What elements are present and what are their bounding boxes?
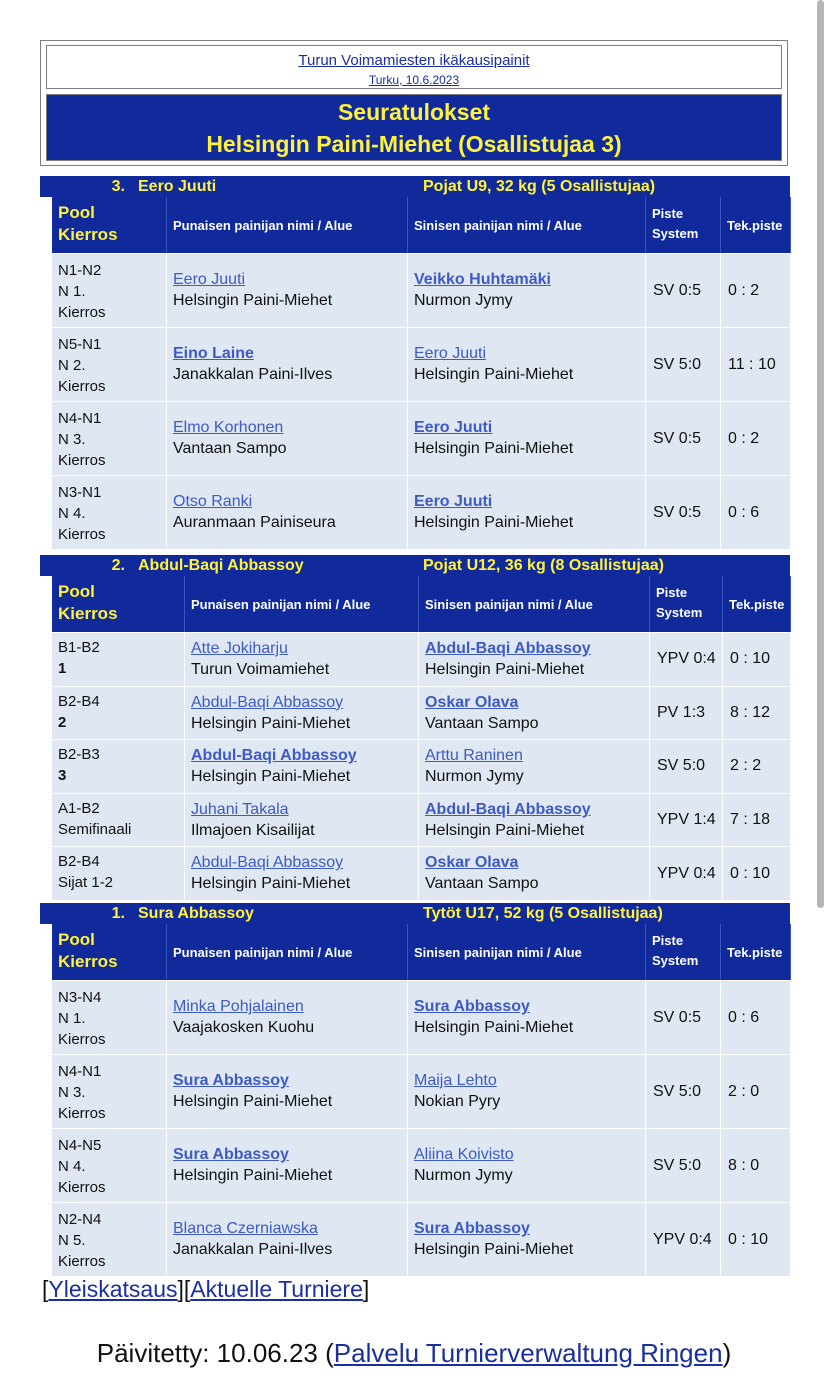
- blue-wrestler-link[interactable]: Eero Juuti: [414, 419, 493, 436]
- pool-round-line: Kierros: [58, 378, 106, 395]
- pool-round-line: Kierros: [58, 526, 106, 543]
- red-wrestler-cell: [166, 402, 407, 475]
- blue-wrestler-header: Sinisen painijan nimi / Alue: [418, 576, 649, 632]
- page-title: Seuratulokset: [337, 99, 491, 125]
- row-spacer: [790, 740, 791, 793]
- match-row: [52, 981, 790, 1054]
- red-wrestler-club: Auranmaan Painiseura: [173, 514, 336, 531]
- red-wrestler-link[interactable]: Elmo Korhonen: [173, 419, 284, 436]
- updated-close: ): [722, 1338, 732, 1368]
- pool-round-line: N 3.: [58, 431, 86, 448]
- pool-round-line: A1-B2: [58, 799, 100, 817]
- pool-round-cell: [52, 402, 166, 475]
- pool-round-line: B2-B4: [58, 853, 100, 871]
- result-system-cell: SV 5:0: [645, 1129, 720, 1202]
- tech-points-cell: 2 : 0: [720, 1055, 790, 1128]
- red-wrestler-club: Vantaan Sampo: [173, 440, 287, 457]
- header-spacer: [790, 576, 791, 632]
- result-system-cell: YPV 0:4: [645, 1203, 720, 1276]
- round-label: Kierros: [58, 225, 118, 244]
- pool-round-line: N4-N5: [58, 1137, 102, 1154]
- overview-link[interactable]: Yleiskatsaus: [48, 1276, 178, 1302]
- red-wrestler-cell: [166, 254, 407, 327]
- header-spacer: [790, 197, 791, 253]
- pool-round-line: Kierros: [58, 452, 106, 469]
- section-bar: [40, 903, 790, 924]
- pool-round-line: Kierros: [58, 1179, 106, 1196]
- blue-wrestler-club: Vantaan Sampo: [425, 714, 539, 732]
- round-label: Kierros: [58, 952, 118, 971]
- tech-points-cell: 0 : 2: [720, 254, 790, 327]
- pool-round-cell: [52, 981, 166, 1054]
- blue-wrestler-club: Nurmon Jymy: [414, 1167, 513, 1184]
- red-wrestler-club: Ilmajoen Kisailijat: [191, 821, 315, 839]
- pool-round-line: N 4.: [58, 1158, 86, 1175]
- red-wrestler-link[interactable]: Abdul-Baqi Abbassoy: [191, 693, 344, 711]
- placement: 2.: [111, 557, 125, 574]
- piste-label: Piste: [652, 206, 684, 221]
- placement: 3.: [111, 178, 125, 195]
- row-spacer: [790, 328, 791, 401]
- red-wrestler-club: Janakkalan Paini-Ilves: [173, 366, 333, 383]
- blue-wrestler-link[interactable]: Oskar Olava: [425, 693, 519, 711]
- wrestler-name: Eero Juuti: [138, 178, 217, 195]
- pool-round-line: Kierros: [58, 1031, 106, 1048]
- tech-points-cell: 0 : 6: [720, 476, 790, 549]
- match-row: [52, 794, 790, 847]
- tech-points-cell: 0 : 2: [720, 402, 790, 475]
- result-system-cell: SV 5:0: [645, 1055, 720, 1128]
- pool-round-line: Kierros: [58, 304, 106, 321]
- pool-round-line: N 1.: [58, 283, 86, 300]
- red-wrestler-cell: [184, 687, 418, 740]
- red-wrestler-header: Punaisen painijan nimi / Alue: [166, 197, 407, 253]
- red-wrestler-link[interactable]: Abdul-Baqi Abbassoy: [191, 854, 344, 872]
- column-header: [52, 924, 790, 980]
- pool-header: [52, 924, 166, 980]
- blue-wrestler-link[interactable]: Abdul-Baqi Abbassoy: [425, 800, 591, 818]
- tech-points-cell: 8 : 0: [720, 1129, 790, 1202]
- result-system-cell: SV 0:5: [645, 254, 720, 327]
- pool-round-line: N3-N1: [58, 484, 102, 501]
- match-row: [52, 476, 790, 549]
- blue-wrestler-link[interactable]: Sura Abbassoy: [414, 998, 530, 1015]
- red-wrestler-club: Helsingin Paini-Miehet: [173, 292, 333, 309]
- red-wrestler-cell: [184, 633, 418, 686]
- round-label: Kierros: [58, 604, 118, 623]
- piste-system-header: [645, 924, 720, 980]
- match-row: [52, 402, 790, 475]
- tech-points-cell: 0 : 6: [720, 981, 790, 1054]
- tech-points-cell: 0 : 10: [722, 633, 790, 686]
- pool-header: [52, 197, 166, 253]
- tech-points-header: Tek.piste: [720, 197, 790, 253]
- match-row: [52, 633, 790, 686]
- match-row: [52, 740, 790, 793]
- row-spacer: [790, 254, 791, 327]
- piste-label: Piste: [656, 585, 688, 600]
- blue-wrestler-club: Helsingin Paini-Miehet: [425, 821, 585, 839]
- red-wrestler-link[interactable]: Blanca Czerniawska: [173, 1220, 318, 1237]
- row-spacer: [790, 794, 791, 847]
- red-wrestler-header: Punaisen painijan nimi / Alue: [184, 576, 418, 632]
- blue-wrestler-link[interactable]: Eero Juuti: [414, 345, 487, 362]
- red-wrestler-cell: [184, 794, 418, 847]
- event-date-link[interactable]: Turku, 10.6.2023: [368, 73, 460, 87]
- blue-wrestler-cell: [407, 476, 645, 549]
- result-system-cell: SV 0:5: [645, 981, 720, 1054]
- pool-round-line: Kierros: [58, 1105, 106, 1122]
- result-system-cell: YPV 0:4: [649, 847, 722, 900]
- wrestler-name: Sura Abbassoy: [138, 905, 254, 922]
- pool-round-line: N 4.: [58, 505, 86, 522]
- system-label: System: [656, 605, 703, 620]
- red-wrestler-club: Vaajakosken Kuohu: [173, 1019, 315, 1036]
- red-wrestler-link[interactable]: Eero Juuti: [173, 271, 246, 288]
- tech-points-cell: 2 : 2: [722, 740, 790, 793]
- current-tournaments-link[interactable]: Aktuelle Turniere: [190, 1276, 363, 1302]
- row-spacer: [790, 687, 791, 740]
- blue-wrestler-cell: [418, 847, 649, 900]
- tech-points-cell: 8 : 12: [722, 687, 790, 740]
- row-spacer: [790, 633, 791, 686]
- blue-wrestler-link[interactable]: Sura Abbassoy: [414, 1220, 530, 1237]
- blue-wrestler-cell: [407, 328, 645, 401]
- pool-round-cell: [52, 254, 166, 327]
- blue-wrestler-link[interactable]: Veikko Huhtamäki: [414, 271, 551, 288]
- pool-round-line: Sijat 1-2: [58, 874, 114, 892]
- pool-round-line: B2-B4: [58, 692, 100, 710]
- pool-round-line: B1-B2: [58, 639, 100, 656]
- pool-round-line: 2: [58, 713, 67, 731]
- match-row: [52, 847, 790, 900]
- red-wrestler-cell: [166, 328, 407, 401]
- system-label: System: [652, 953, 699, 968]
- pool-round-line: N 2.: [58, 357, 86, 374]
- blue-wrestler-cell: [418, 794, 649, 847]
- red-wrestler-cell: [166, 1203, 407, 1276]
- blue-wrestler-link[interactable]: Oskar Olava: [425, 854, 519, 872]
- pool-round-line: B2-B3: [58, 746, 100, 764]
- tech-points-cell: 7 : 18: [722, 794, 790, 847]
- tech-points-cell: 0 : 10: [722, 847, 790, 900]
- tech-points-header: Tek.piste: [722, 576, 790, 632]
- weight-category: Pojat U9, 32 kg (5 Osallistujaa): [423, 178, 656, 195]
- pool-label: Pool: [58, 930, 95, 949]
- match-row: [52, 687, 790, 740]
- club-title: Helsingin Paini-Miehet (Osallistujaa 3): [206, 131, 622, 157]
- club-results-banner: [46, 94, 782, 161]
- pool-round-cell: [52, 687, 184, 740]
- pool-round-line: N1-N2: [58, 262, 102, 279]
- row-spacer: [790, 476, 791, 549]
- pool-round-cell: [52, 794, 184, 847]
- blue-wrestler-link[interactable]: Eero Juuti: [414, 493, 493, 510]
- piste-system-header: [649, 576, 722, 632]
- header-spacer: [790, 924, 791, 980]
- pool-round-line: N 5.: [58, 1232, 86, 1249]
- red-wrestler-club: Janakkalan Paini-Ilves: [173, 1241, 333, 1258]
- pool-round-cell: [52, 1129, 166, 1202]
- pool-round-cell: [52, 1055, 166, 1128]
- event-info-box: [46, 45, 782, 89]
- red-wrestler-club: Helsingin Paini-Miehet: [173, 1167, 333, 1184]
- wrestler-name: Abdul-Baqi Abbassoy: [138, 557, 304, 574]
- pool-round-cell: [52, 1203, 166, 1276]
- pool-round-line: N5-N1: [58, 336, 102, 353]
- section-bar: [40, 176, 790, 197]
- service-link[interactable]: Palvelu Turnierverwaltung Ringen: [333, 1338, 723, 1368]
- tech-points-cell: 0 : 10: [720, 1203, 790, 1276]
- match-row: [52, 328, 790, 401]
- result-system-cell: YPV 0:4: [649, 633, 722, 686]
- blue-wrestler-club: Nurmon Jymy: [425, 768, 524, 786]
- tech-points-header: Tek.piste: [720, 924, 790, 980]
- pool-round-cell: [52, 476, 166, 549]
- blue-wrestler-cell: [407, 981, 645, 1054]
- event-title-link[interactable]: Turun Voimamiesten ikäkausipainit: [298, 52, 530, 69]
- blue-wrestler-cell: [407, 1055, 645, 1128]
- weight-category: Tytöt U17, 52 kg (5 Osallistujaa): [423, 905, 663, 922]
- result-system-cell: SV 0:5: [645, 402, 720, 475]
- blue-wrestler-club: Helsingin Paini-Miehet: [425, 661, 585, 678]
- blue-wrestler-club: Vantaan Sampo: [425, 875, 539, 893]
- red-wrestler-club: Helsingin Paini-Miehet: [191, 714, 351, 732]
- pool-round-line: 3: [58, 767, 67, 785]
- blue-wrestler-cell: [418, 740, 649, 793]
- blue-wrestler-cell: [407, 1203, 645, 1276]
- blue-wrestler-link[interactable]: Abdul-Baqi Abbassoy: [425, 640, 591, 657]
- red-wrestler-club: Helsingin Paini-Miehet: [173, 1093, 333, 1110]
- updated-label: Päivitetty: 10.06.23 (: [96, 1338, 334, 1368]
- match-row: [52, 254, 790, 327]
- column-header: [52, 576, 790, 632]
- row-spacer: [790, 847, 791, 900]
- blue-wrestler-club: Helsingin Paini-Miehet: [414, 1019, 574, 1036]
- row-spacer: [790, 981, 791, 1054]
- pool-label: Pool: [58, 203, 95, 222]
- pool-round-line: N 3.: [58, 1084, 86, 1101]
- footer-nav: [Yleiskatsaus][Aktuelle Turniere]: [42, 1276, 370, 1302]
- piste-system-header: [645, 197, 720, 253]
- result-system-cell: SV 5:0: [645, 328, 720, 401]
- red-wrestler-link[interactable]: Minka Pohjalainen: [173, 998, 304, 1015]
- blue-wrestler-cell: [407, 1129, 645, 1202]
- red-wrestler-club: Helsingin Paini-Miehet: [191, 768, 351, 786]
- blue-wrestler-club: Nurmon Jymy: [414, 292, 513, 309]
- result-system-cell: SV 5:0: [649, 740, 722, 793]
- blue-wrestler-club: Helsingin Paini-Miehet: [414, 440, 574, 457]
- event-header: [40, 40, 788, 166]
- red-wrestler-link[interactable]: Otso Ranki: [173, 493, 253, 510]
- pool-round-line: N4-N1: [58, 410, 102, 427]
- updated-line: [0, 1338, 828, 1369]
- blue-wrestler-header: Sinisen painijan nimi / Alue: [407, 924, 645, 980]
- red-wrestler-cell: [184, 740, 418, 793]
- blue-wrestler-club: Helsingin Paini-Miehet: [414, 1241, 574, 1258]
- blue-wrestler-link[interactable]: Arttu Raninen: [425, 747, 523, 765]
- blue-wrestler-cell: [418, 633, 649, 686]
- row-spacer: [790, 1055, 791, 1128]
- red-wrestler-cell: [184, 847, 418, 900]
- pool-round-cell: [52, 847, 184, 900]
- pool-round-line: N3-N4: [58, 989, 102, 1006]
- red-wrestler-header: Punaisen painijan nimi / Alue: [166, 924, 407, 980]
- vertical-scrollbar[interactable]: [817, 0, 824, 908]
- match-row: [52, 1055, 790, 1128]
- row-spacer: [790, 1129, 791, 1202]
- red-wrestler-club: Helsingin Paini-Miehet: [191, 875, 351, 893]
- blue-wrestler-link[interactable]: Aliina Koivisto: [414, 1146, 514, 1163]
- blue-wrestler-cell: [407, 254, 645, 327]
- pool-round-line: 1: [58, 660, 67, 677]
- row-spacer: [790, 402, 791, 475]
- red-wrestler-link[interactable]: Sura Abbassoy: [173, 1072, 289, 1089]
- pool-round-line: N4-N1: [58, 1063, 102, 1080]
- red-wrestler-link[interactable]: Atte Jokiharju: [191, 640, 288, 657]
- pool-round-line: Kierros: [58, 1253, 106, 1270]
- red-wrestler-cell: [166, 1055, 407, 1128]
- tech-points-cell: 11 : 10: [720, 328, 790, 401]
- blue-wrestler-link[interactable]: Maija Lehto: [414, 1072, 497, 1089]
- red-wrestler-link[interactable]: Juhani Takala: [191, 800, 289, 818]
- section-bar: [40, 555, 790, 576]
- pool-round-cell: [52, 740, 184, 793]
- pool-header: [52, 576, 184, 632]
- pool-label: Pool: [58, 582, 95, 601]
- pool-round-line: Semifinaali: [58, 820, 132, 838]
- row-spacer: [790, 1203, 791, 1276]
- blue-wrestler-cell: [418, 687, 649, 740]
- red-wrestler-club: Turun Voimamiehet: [191, 661, 330, 678]
- result-system-cell: PV 1:3: [649, 687, 722, 740]
- red-wrestler-link[interactable]: Abdul-Baqi Abbassoy: [191, 747, 357, 765]
- red-wrestler-cell: [166, 981, 407, 1054]
- column-header: [52, 197, 790, 253]
- blue-wrestler-header: Sinisen painijan nimi / Alue: [407, 197, 645, 253]
- blue-wrestler-cell: [407, 402, 645, 475]
- blue-wrestler-club: Helsingin Paini-Miehet: [414, 366, 574, 383]
- red-wrestler-cell: [166, 476, 407, 549]
- pool-round-cell: [52, 328, 166, 401]
- red-wrestler-link[interactable]: Eino Laine: [173, 345, 254, 362]
- pool-round-line: N 1.: [58, 1010, 86, 1027]
- piste-label: Piste: [652, 933, 684, 948]
- match-row: [52, 1203, 790, 1276]
- result-system-cell: YPV 1:4: [649, 794, 722, 847]
- blue-wrestler-club: Nokian Pyry: [414, 1093, 501, 1110]
- placement: 1.: [111, 905, 125, 922]
- red-wrestler-link[interactable]: Sura Abbassoy: [173, 1146, 289, 1163]
- pool-round-line: N2-N4: [58, 1211, 102, 1228]
- result-system-cell: SV 0:5: [645, 476, 720, 549]
- match-row: [52, 1129, 790, 1202]
- blue-wrestler-club: Helsingin Paini-Miehet: [414, 514, 574, 531]
- weight-category: Pojat U12, 36 kg (8 Osallistujaa): [423, 557, 664, 574]
- pool-round-cell: [52, 633, 184, 686]
- red-wrestler-cell: [166, 1129, 407, 1202]
- system-label: System: [652, 226, 699, 241]
